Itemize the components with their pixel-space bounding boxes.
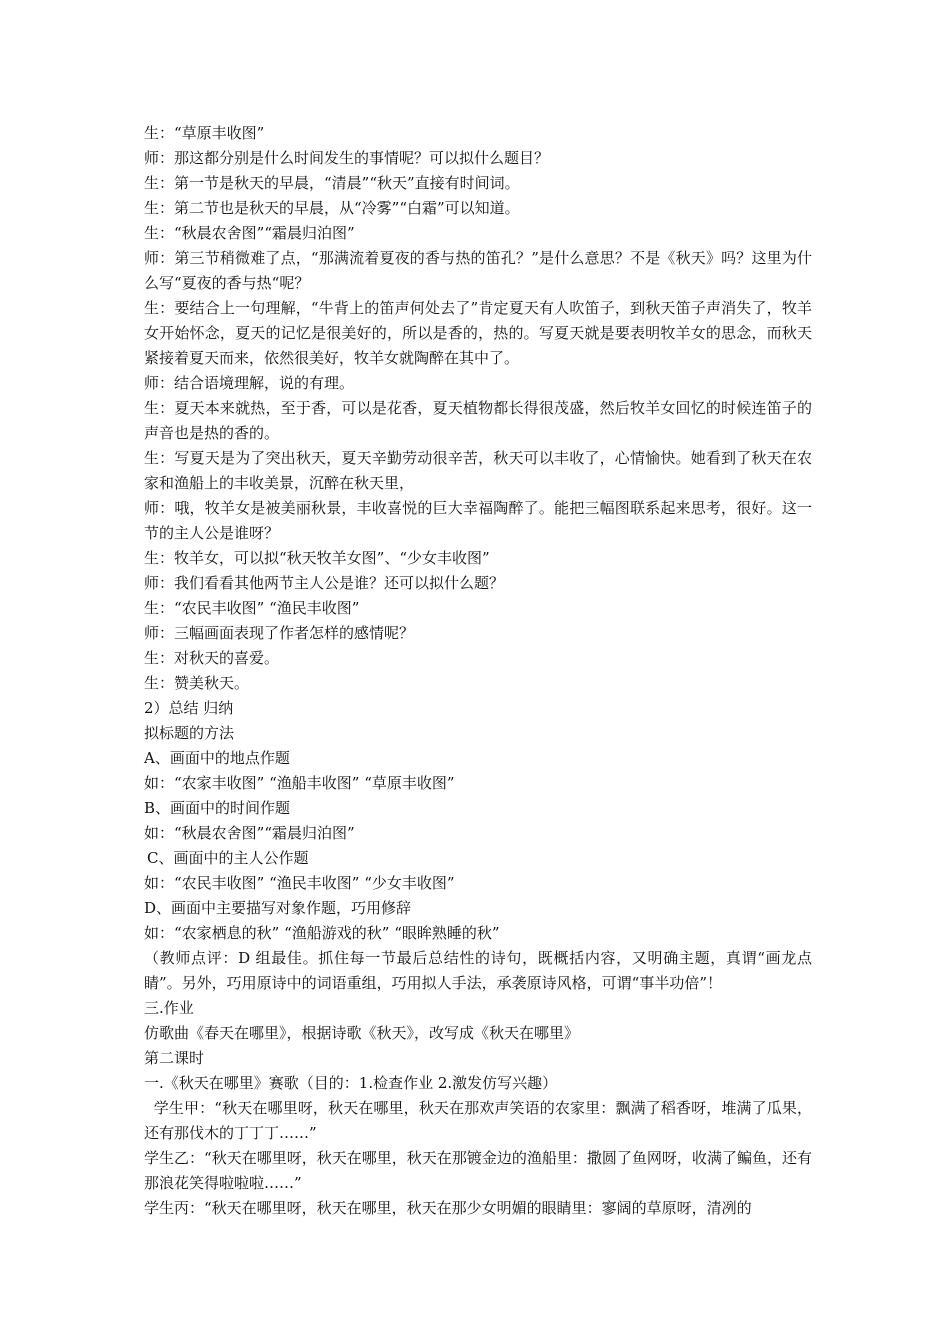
dialogue-line: 生：要结合上一句理解，“牛背上的笛声何处去了”肯定夏天有人吹笛子，到秋天笛子声消失了，牧羊女开始怀念，夏天的记忆是很美好的，所以是香的，热的。写夏天就是要表明牧羊女的思念，而秋天紧接着夏天而来，依然很美好，牧羊女就陶醉在其中了。 (144, 299, 812, 367)
method-example: 如：“农家栖息的秋” “渔船游戏的秋” “眼眸熟睡的秋” (144, 924, 500, 942)
method-item: C、画面中的主人公作题 (147, 849, 309, 867)
dialogue-line: 生：赞美秋天。 (144, 674, 250, 692)
method-example: 如：“农民丰收图” “渔民丰收图” “少女丰收图” (144, 874, 455, 892)
student-song: 学生丙：“秋天在哪里呀，秋天在哪里，秋天在那少女明媚的眼睛里：寥阔的草原呀，清冽的 (144, 1199, 752, 1217)
method-item: D、画面中主要描写对象作题，巧用修辞 (144, 899, 412, 917)
section-heading: 第二课时 (144, 1049, 205, 1067)
method-example: 如：“秋晨农舍图”“霜晨归泊图” (144, 824, 355, 842)
dialogue-line: 生：第二节也是秋天的早晨，从“冷雾”“白霜”可以知道。 (144, 199, 520, 217)
dialogue-line: 生：牧羊女，可以拟“秋天牧羊女图”、“少女丰收图” (144, 549, 490, 567)
dialogue-line: 生：“农民丰收图” “渔民丰收图” (144, 599, 360, 617)
teacher-comment: （教师点评：D 组最佳。抓住每一节最后总结性的诗句，既概括内容，又明确主题，真谓“画龙点睛”。另外，巧用原诗中的词语重组，巧用拟人手法，承袭原诗风格，可谓“事半功倍”！ (144, 949, 812, 992)
dialogue-line: 师：第三节稍微难了点，“那满流着夏夜的香与热的笛孔？”是什么意思？不是《秋天》吗？这里为什么写“夏夜的香与热“呢？ (144, 249, 812, 292)
dialogue-line: 师：我们看看其他两节主人公是谁？还可以拟什么题？ (144, 574, 505, 592)
method-example: 如：“农家丰收图” “渔船丰收图” “草原丰收图” (144, 774, 455, 792)
dialogue-line: 生：“草原丰收图” (144, 124, 265, 142)
dialogue-line: 师：那这都分别是什么时间发生的事情呢？可以拟什么题目？ (144, 149, 550, 167)
dialogue-line: 生：夏天本来就热，至于香，可以是花香，夏天植物都长得很茂盛，然后牧羊女回忆的时候连笛子的声音也是热的香的。 (144, 399, 812, 442)
section-heading: 拟标题的方法 (144, 724, 235, 742)
document-body (144, 121, 812, 1221)
dialogue-line: 师：结合语境理解，说的有理。 (144, 374, 355, 392)
homework-text: 仿歌曲《春天在哪里》，根据诗歌《秋天》，改写成《秋天在哪里》 (144, 1024, 580, 1042)
dialogue-line: 生：第一节是秋天的早晨，“清晨”“秋天”直接有时间词。 (144, 174, 520, 192)
section-heading: 2）总结 归纳 (144, 699, 234, 717)
dialogue-line: 生：对秋天的喜爱。 (144, 649, 280, 667)
method-item: B、画面中的时间作题 (144, 799, 291, 817)
student-song: 学生甲：“秋天在哪里呀，秋天在哪里，秋天在那欢声笑语的农家里：飘满了稻香呀，堆满了瓜果，还有那伐木的丁丁丁……” (144, 1099, 812, 1142)
dialogue-line: 师：三幅画面表现了作者怎样的感情呢？ (144, 624, 415, 642)
section-heading: 一.《秋天在哪里》赛歌（目的：1.检查作业 2.激发仿写兴趣） (144, 1074, 558, 1092)
dialogue-line: 师：哦，牧羊女是被美丽秋景，丰收喜悦的巨大幸福陶醉了。能把三幅图联系起来思考，很好。这一节的主人公是谁呀？ (144, 499, 812, 542)
dialogue-line: 生：写夏天是为了突出秋天，夏天辛勤劳动很辛苦，秋天可以丰收了，心情愉快。她看到了秋天在农家和渔船上的丰收美景，沉醉在秋天里， (144, 449, 812, 492)
method-item: A、画面中的地点作题 (144, 749, 290, 767)
section-heading: 三.作业 (144, 999, 194, 1017)
student-song: 学生乙：“秋天在哪里呀，秋天在哪里，秋天在那镀金边的渔船里：撒圆了鱼网呀，收满了鳊鱼，还有那浪花笑得啦啦啦……” (144, 1149, 812, 1192)
dialogue-line: 生：“秋晨农舍图”“霜晨归泊图” (144, 224, 355, 242)
